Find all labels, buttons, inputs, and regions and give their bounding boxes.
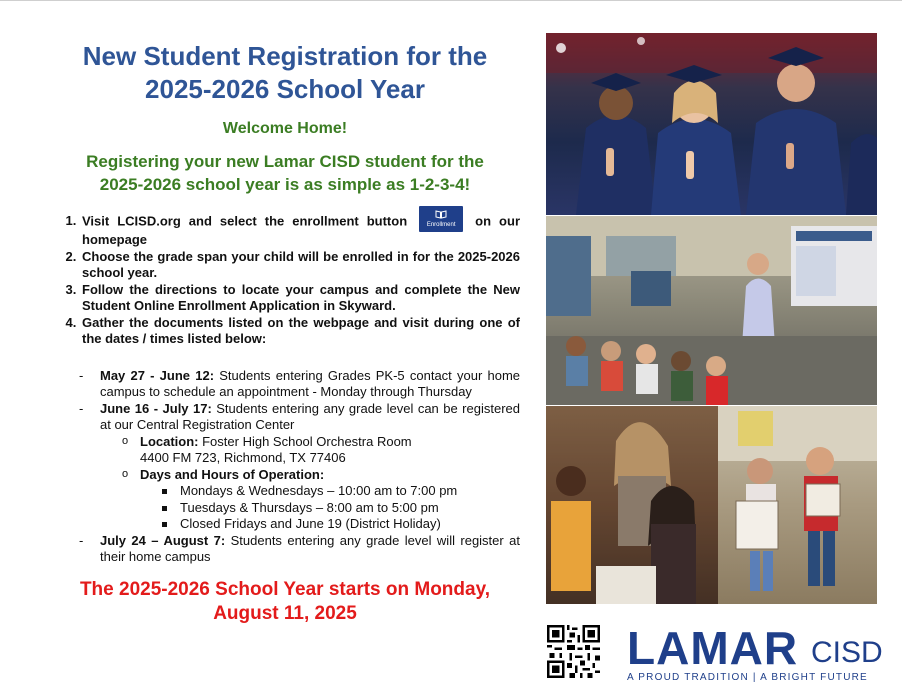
hours-line: Closed Fridays and June 19 (District Holiday)	[180, 516, 520, 533]
logo-cisd: CISD	[811, 636, 883, 669]
enrollment-button[interactable]	[419, 206, 463, 232]
date-item-1	[100, 368, 520, 401]
intro-line-2: 2025-2026 school year is as simple as 1-2-3-4!	[99, 175, 471, 194]
lamar-cisd-logo	[627, 622, 883, 685]
hours-list	[140, 483, 520, 533]
step-3: 3. Follow the directions to locate your campus and complete the New Student Online Enrollment Application in Skyward.	[80, 282, 520, 315]
date-desc-3: Students entering any grade level will register at their home campus	[100, 532, 520, 564]
title-line-1: New Student Registration for the	[82, 41, 488, 71]
hours-item	[140, 467, 520, 533]
location-name: Foster High School Orchestra Room	[198, 433, 412, 449]
logo-wordmark: LAMAR	[627, 622, 799, 674]
welcome-heading: Welcome Home!	[222, 120, 348, 137]
graduation-photo-art	[546, 33, 877, 215]
step-4: 4. Gather the documents listed on the webpage and visit during one of the dates / times listed below:	[80, 315, 520, 348]
school-start-notice	[50, 578, 520, 626]
hours-line: Mondays & Wednesdays – 10:00 am to 7:00 pm	[180, 483, 520, 500]
qr-code-art	[547, 625, 600, 678]
location-item	[140, 434, 520, 467]
start-line-2: August 11, 2025	[213, 602, 357, 624]
date-list	[50, 368, 520, 566]
date-item-3	[100, 533, 520, 566]
location-label: Location:	[140, 433, 199, 449]
location-address: 4400 FM 723, Richmond, TX 77406	[140, 450, 346, 465]
date-range-3: July 24 – August 7:	[100, 532, 226, 548]
top-rule	[0, 0, 902, 1]
book-icon	[435, 210, 447, 219]
students-photo	[546, 406, 877, 604]
date-range-2: June 16 - July 17:	[100, 400, 212, 416]
classroom-photo	[546, 216, 877, 405]
step-1-text: Visit LCISD.org and select the enrollment button	[82, 213, 408, 229]
intro-text	[50, 150, 520, 196]
enrollment-button-label: Enrollment	[426, 222, 456, 228]
flyer-text-column	[50, 40, 520, 626]
date-item-2	[100, 401, 520, 533]
teacher-photo	[546, 406, 718, 604]
teacher-photo-art	[546, 406, 718, 604]
registration-steps	[50, 212, 520, 348]
kids-photo-art	[718, 406, 877, 604]
step-2: 2. Choose the grade span your child will be enrolled in for the 2025-2026 school year.	[80, 249, 520, 282]
logo-tagline: A PROUD TRADITION | A BRIGHT FUTURE	[627, 672, 868, 683]
intro-line-1: Registering your new Lamar CISD student for the	[86, 152, 484, 171]
kids-photo	[718, 406, 877, 604]
step-1-text-after: on our homepage	[82, 213, 520, 247]
registration-center-details	[100, 434, 520, 533]
date-desc-1: Students entering Grades PK-5 contact your home campus to schedule an appointment - Monday through Thursday	[100, 367, 520, 399]
date-range-1: May 27 - June 12:	[100, 367, 215, 383]
step-1	[80, 212, 520, 249]
qr-code[interactable]	[547, 625, 600, 678]
classroom-photo-art	[546, 216, 877, 405]
page-title	[50, 40, 520, 106]
graduation-photo	[546, 33, 877, 215]
date-desc-2: Students entering any grade level can be registered at our Central Registration Center	[100, 400, 520, 432]
hours-label: Days and Hours of Operation:	[140, 466, 325, 482]
start-line-1: The 2025-2026 School Year starts on Monday,	[79, 578, 491, 600]
hours-line: Tuesdays & Thursdays – 8:00 am to 5:00 pm	[180, 500, 520, 517]
title-line-2: 2025-2026 School Year	[145, 74, 425, 104]
